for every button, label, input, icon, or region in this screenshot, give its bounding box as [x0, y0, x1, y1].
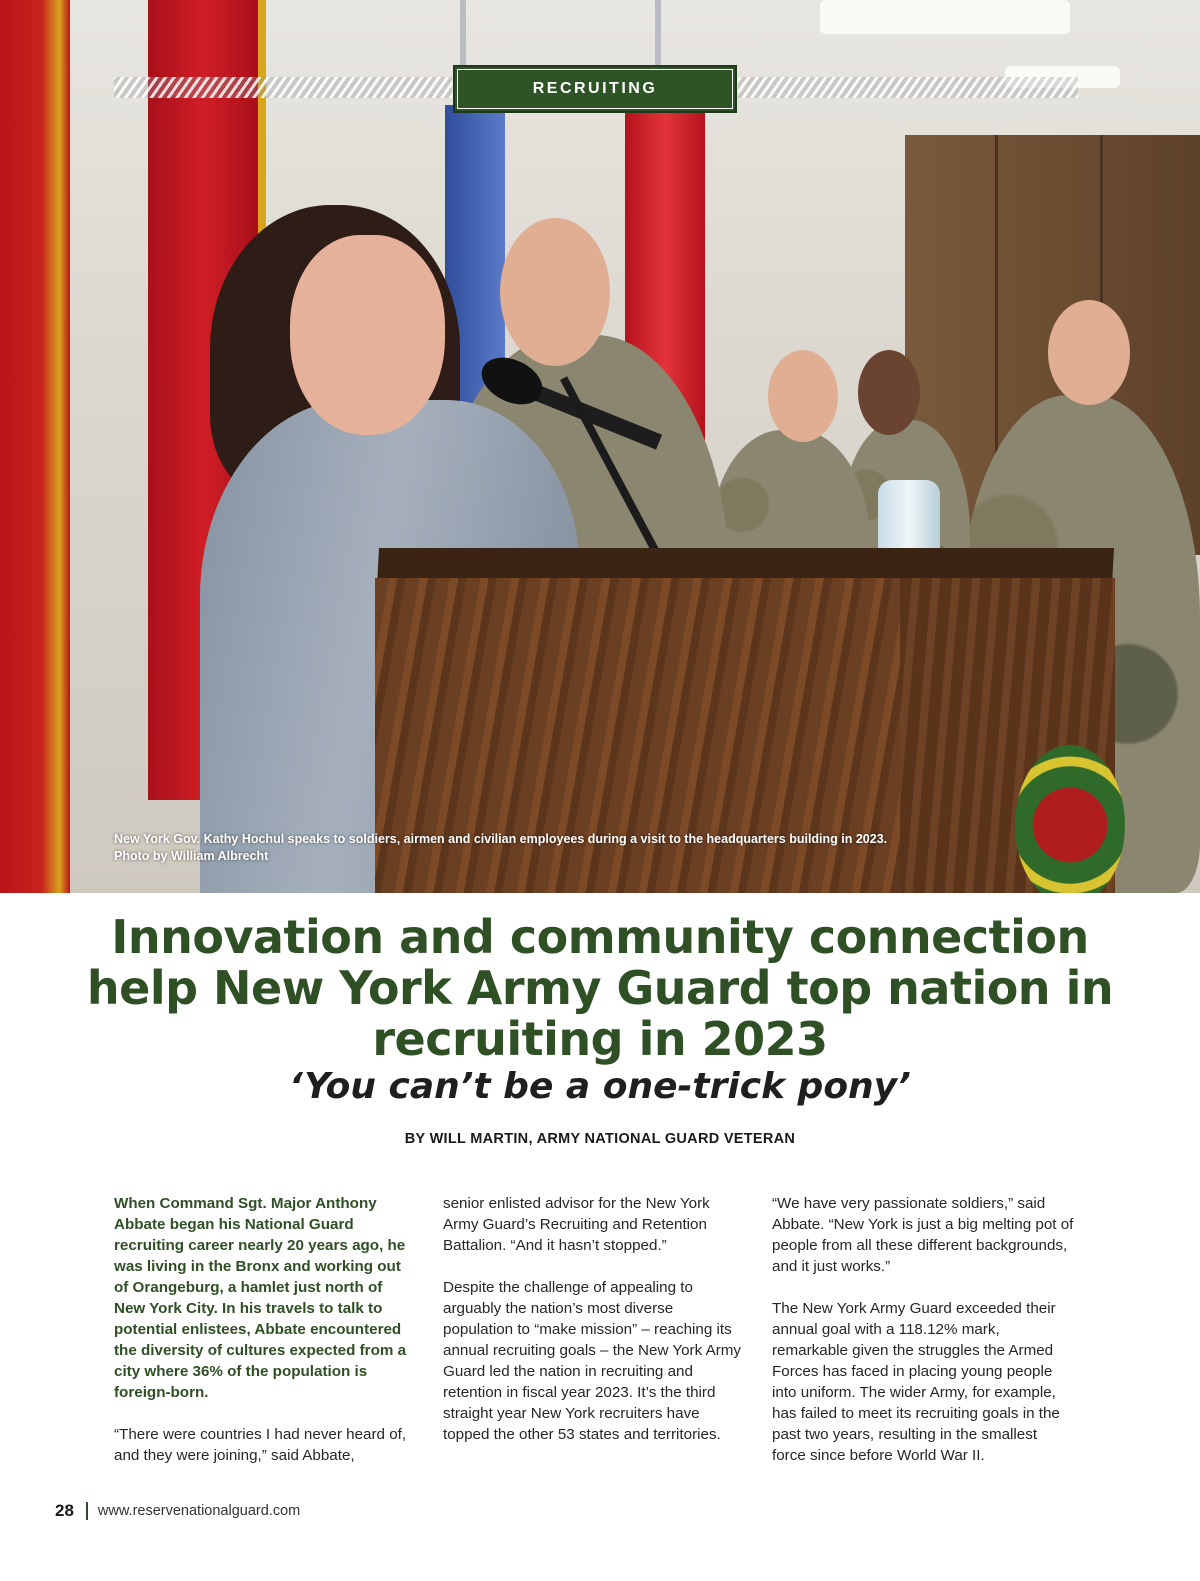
page-footer — [55, 1501, 300, 1521]
article-column-3 — [772, 1193, 1074, 1487]
flag — [0, 0, 70, 893]
soldier-head — [500, 218, 610, 366]
paragraph: “We have very passionate soldiers,” said Abbate. “New York is just a big melting pot of people from all these different backgrounds, and it just works.” — [772, 1195, 1074, 1275]
website-link[interactable]: www.reservenationalguard.com — [97, 1503, 301, 1519]
section-label: RECRUITING — [532, 80, 658, 97]
article-column-2 — [443, 1193, 745, 1466]
speaker-face — [290, 235, 445, 435]
soldier-head — [768, 350, 838, 442]
soldier-head — [858, 350, 920, 435]
paragraph: senior enlisted advisor for the New York Army Guard’s Recruiting and Retention Battalion. “And it hasn’t stopped.” — [443, 1195, 710, 1254]
paragraph: “There were countries I had never heard of, and they were joining,” said Abbate, — [114, 1426, 407, 1464]
banner-hatch-right — [738, 77, 1078, 98]
paragraph: Despite the challenge of appealing to arguably the nation’s most diverse population to “make mission” – reaching its annual recruiting goals – the New York Army Guard led the nation in recruiting and retention in fiscal year 2023. It’s the third straight year New York recruiters have topped the other 53 states and territories. — [443, 1279, 742, 1443]
ceiling-light — [820, 0, 1070, 34]
page-number: 28 — [55, 1501, 74, 1520]
lead-paragraph: When Command Sgt. Major Anthony Abbate began his National Guard recruiting career nearly 20 years ago, he was living in the Bronx and working out of Orangeburg, a hamlet just north of New York City. In his travels to talk to potential enlistees, Abbate encountered the diversity of cultures expected from a city where 36% of the population is foreign-born. — [114, 1195, 407, 1401]
state-seal-icon — [1015, 745, 1125, 893]
article-subhead: ‘You can’t be a one-trick pony’ — [289, 1066, 911, 1107]
article-headline: Innovation and community connection help New York Army Guard top nation in recruiting in 2023 — [86, 910, 1114, 1066]
article-column-1 — [114, 1193, 416, 1487]
photo-credit: Photo by William Albrecht — [114, 849, 269, 863]
water-bottle — [878, 480, 940, 552]
footer-divider — [86, 1502, 88, 1520]
soldier-head — [1048, 300, 1130, 405]
photo-caption — [114, 831, 1014, 865]
byline: BY WILL MARTIN, ARMY NATIONAL GUARD VETERAN — [404, 1131, 796, 1147]
caption-text: New York Gov. Kathy Hochul speaks to soldiers, airmen and civilian employees during a visit to the headquarters building in 2023. — [114, 832, 888, 846]
section-banner — [453, 65, 737, 113]
banner-hatch-left — [114, 77, 452, 98]
paragraph: The New York Army Guard exceeded their annual goal with a 118.12% mark, remarkable given the struggles the Armed Forces has faced in placing young people into uniform. The wider Army, for example, has failed to meet its recruiting goals in the past two years, resulting in the smallest force since before World War II. — [772, 1300, 1060, 1464]
